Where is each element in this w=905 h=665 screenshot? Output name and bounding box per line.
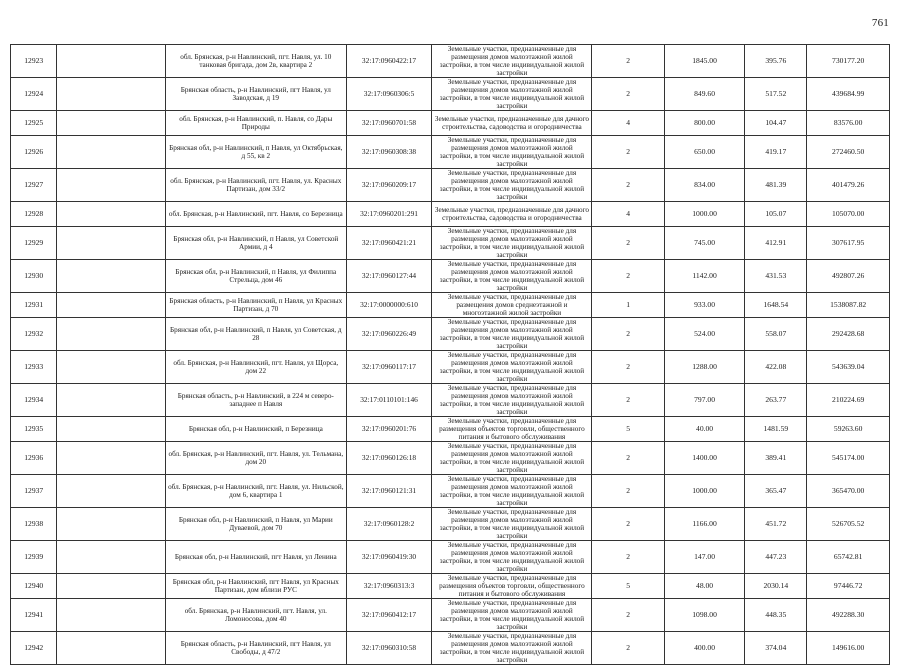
land-use-cell: Земельные участки, предназначенные для размещения домов среднеэтажной и многоэтажной жилой застройки (432, 293, 592, 318)
cadastral-number-cell: 32:17:0110101:146 (346, 384, 432, 417)
empty-cell (57, 78, 165, 111)
cadastral-value-cell: 401479.26 (807, 169, 890, 202)
cadastral-value-cell: 1538087.82 (807, 293, 890, 318)
land-use-cell: Земельные участки, предназначенные для размещения домов малоэтажной жилой застройки, в том числе индивидуальной жилой застройки (432, 169, 592, 202)
specific-value-cell: 395.76 (745, 45, 807, 78)
land-use-cell: Земельные участки, предназначенные для размещения домов малоэтажной жилой застройки, в том числе индивидуальной жилой застройки (432, 508, 592, 541)
category-code-cell: 2 (592, 318, 664, 351)
specific-value-cell: 263.77 (745, 384, 807, 417)
specific-value-cell: 447.23 (745, 541, 807, 574)
address-cell: обл. Брянская, р-н Навлинский, пгт. Навля, со Березница (165, 202, 346, 227)
category-code-cell: 2 (592, 136, 664, 169)
category-code-cell: 2 (592, 384, 664, 417)
area-cell: 1288.00 (664, 351, 745, 384)
land-use-cell: Земельные участки, предназначенные для размещения домов малоэтажной жилой застройки, в том числе индивидуальной жилой застройки (432, 136, 592, 169)
land-use-cell: Земельные участки, предназначенные для размещения домов малоэтажной жилой застройки, в том числе индивидуальной жилой застройки (432, 384, 592, 417)
category-code-cell: 2 (592, 508, 664, 541)
cadastral-value-cell: 97446.72 (807, 574, 890, 599)
category-code-cell: 2 (592, 45, 664, 78)
address-cell: обл. Брянская, р-н Навлинский, пгт. Навля, ул. Тельмана, дом 20 (165, 442, 346, 475)
category-code-cell: 2 (592, 541, 664, 574)
land-use-cell: Земельные участки, предназначенные для размещения домов малоэтажной жилой застройки, в том числе индивидуальной жилой застройки (432, 632, 592, 665)
cadastral-value-cell: 65742.81 (807, 541, 890, 574)
table-row (11, 384, 890, 417)
land-use-cell: Земельные участки, предназначенные для дачного строительства, садоводства и огородничества (432, 111, 592, 136)
cadastral-value-cell: 365470.00 (807, 475, 890, 508)
row-number: 12942 (11, 632, 57, 665)
land-use-cell: Земельные участки, предназначенные для размещения домов малоэтажной жилой застройки, в том числе индивидуальной жилой застройки (432, 599, 592, 632)
empty-cell (57, 475, 165, 508)
cadastral-value-cell: 210224.69 (807, 384, 890, 417)
category-code-cell: 2 (592, 260, 664, 293)
land-use-cell: Земельные участки, предназначенные для дачного строительства, садоводства и огородничества (432, 202, 592, 227)
page-number: 761 (871, 17, 889, 29)
category-code-cell: 4 (592, 202, 664, 227)
cadastral-number-cell: 32:17:0960209:17 (346, 169, 432, 202)
address-cell: Брянская обл, р-н Навлинский, п Навля, ул Октябрьская, д 55, кв 2 (165, 136, 346, 169)
cadastral-number-cell: 32:17:0000000:610 (346, 293, 432, 318)
area-cell: 400.00 (664, 632, 745, 665)
empty-cell (57, 136, 165, 169)
category-code-cell: 2 (592, 475, 664, 508)
table-row (11, 574, 890, 599)
specific-value-cell: 481.39 (745, 169, 807, 202)
specific-value-cell: 517.52 (745, 78, 807, 111)
land-use-cell: Земельные участки, предназначенные для размещения домов малоэтажной жилой застройки, в том числе индивидуальной жилой застройки (432, 318, 592, 351)
table-row (11, 293, 890, 318)
cadastral-value-cell: 149616.00 (807, 632, 890, 665)
row-number: 12938 (11, 508, 57, 541)
row-number: 12924 (11, 78, 57, 111)
cadastral-number-cell: 32:17:0960310:58 (346, 632, 432, 665)
area-cell: 834.00 (664, 169, 745, 202)
area-cell: 1000.00 (664, 475, 745, 508)
cadastral-value-cell: 526705.52 (807, 508, 890, 541)
specific-value-cell: 1648.54 (745, 293, 807, 318)
table-body (11, 45, 890, 665)
row-number: 12923 (11, 45, 57, 78)
category-code-cell: 2 (592, 169, 664, 202)
area-cell: 1000.00 (664, 202, 745, 227)
cadastral-number-cell: 32:17:0960306:5 (346, 78, 432, 111)
empty-cell (57, 351, 165, 384)
land-use-cell: Земельные участки, предназначенные для размещения объектов торговли, общественного питания и бытового обслуживания (432, 574, 592, 599)
address-cell: обл. Брянская, р-н Навлинский, пгт. Навля, ул. Ломоносова, дом 40 (165, 599, 346, 632)
specific-value-cell: 374.04 (745, 632, 807, 665)
address-cell: Брянская обл, р-н Навлинский, п Березница (165, 417, 346, 442)
category-code-cell: 5 (592, 574, 664, 599)
area-cell: 745.00 (664, 227, 745, 260)
cadastral-number-cell: 32:17:0960422:17 (346, 45, 432, 78)
row-number: 12926 (11, 136, 57, 169)
row-number: 12925 (11, 111, 57, 136)
row-number: 12929 (11, 227, 57, 260)
category-code-cell: 1 (592, 293, 664, 318)
empty-cell (57, 384, 165, 417)
category-code-cell: 2 (592, 351, 664, 384)
address-cell: Брянская область, р-н Навлинский, пгт Навля, ул Заводская, д 19 (165, 78, 346, 111)
category-code-cell: 5 (592, 417, 664, 442)
empty-cell (57, 574, 165, 599)
specific-value-cell: 448.35 (745, 599, 807, 632)
row-number: 12930 (11, 260, 57, 293)
category-code-cell: 2 (592, 227, 664, 260)
area-cell: 797.00 (664, 384, 745, 417)
area-cell: 1142.00 (664, 260, 745, 293)
land-use-cell: Земельные участки, предназначенные для размещения домов малоэтажной жилой застройки, в том числе индивидуальной жилой застройки (432, 260, 592, 293)
specific-value-cell: 365.47 (745, 475, 807, 508)
empty-cell (57, 45, 165, 78)
specific-value-cell: 2030.14 (745, 574, 807, 599)
row-number: 12940 (11, 574, 57, 599)
land-use-cell: Земельные участки, предназначенные для размещения домов малоэтажной жилой застройки, в том числе индивидуальной жилой застройки (432, 475, 592, 508)
area-cell: 1845.00 (664, 45, 745, 78)
cadastral-number-cell: 32:17:0960421:21 (346, 227, 432, 260)
area-cell: 650.00 (664, 136, 745, 169)
row-number: 12933 (11, 351, 57, 384)
cadastral-number-cell: 32:17:0960126:18 (346, 442, 432, 475)
area-cell: 524.00 (664, 318, 745, 351)
cadastral-value-cell: 59263.60 (807, 417, 890, 442)
cadastral-value-cell: 105070.00 (807, 202, 890, 227)
land-use-cell: Земельные участки, предназначенные для размещения домов малоэтажной жилой застройки, в том числе индивидуальной жилой застройки (432, 541, 592, 574)
cadastral-value-cell: 543639.04 (807, 351, 890, 384)
empty-cell (57, 260, 165, 293)
cadastral-number-cell: 32:17:0960201:76 (346, 417, 432, 442)
address-cell: Брянская область, р-н Навлинский, в 224 м северо-западнее п Навля (165, 384, 346, 417)
table-row (11, 475, 890, 508)
cadastral-number-cell: 32:17:0960419:30 (346, 541, 432, 574)
cadastral-number-cell: 32:17:0960201:291 (346, 202, 432, 227)
cadastral-number-cell: 32:17:0960121:31 (346, 475, 432, 508)
land-use-cell: Земельные участки, предназначенные для размещения домов малоэтажной жилой застройки, в том числе индивидуальной жилой застройки (432, 227, 592, 260)
empty-cell (57, 599, 165, 632)
specific-value-cell: 412.91 (745, 227, 807, 260)
address-cell: обл. Брянская, р-н Навлинский, п. Навля, со Дары Природы (165, 111, 346, 136)
address-cell: Брянская область, р-н Навлинский, пгт Навля, ул Свободы, д 47/2 (165, 632, 346, 665)
empty-cell (57, 293, 165, 318)
area-cell: 1166.00 (664, 508, 745, 541)
row-number: 12935 (11, 417, 57, 442)
row-number: 12928 (11, 202, 57, 227)
address-cell: обл. Брянская, р-н Навлинский, пгт. Навля, ул. Красных Партизан, дом 33/2 (165, 169, 346, 202)
land-use-cell: Земельные участки, предназначенные для размещения домов малоэтажной жилой застройки, в том числе индивидуальной жилой застройки (432, 351, 592, 384)
area-cell: 48.00 (664, 574, 745, 599)
address-cell: обл. Брянская, р-н Навлинский, пгт. Навля, ул. Нильской, дом 6, квартира 1 (165, 475, 346, 508)
row-number: 12931 (11, 293, 57, 318)
empty-cell (57, 111, 165, 136)
table-row (11, 111, 890, 136)
table-row (11, 351, 890, 384)
cadastral-number-cell: 32:17:0960127:44 (346, 260, 432, 293)
land-cadastral-value-table (10, 44, 890, 665)
table-row (11, 541, 890, 574)
table-row (11, 227, 890, 260)
area-cell: 933.00 (664, 293, 745, 318)
category-code-cell: 2 (592, 599, 664, 632)
table-row (11, 442, 890, 475)
cadastral-value-cell: 730177.20 (807, 45, 890, 78)
empty-cell (57, 508, 165, 541)
specific-value-cell: 104.47 (745, 111, 807, 136)
table-row (11, 78, 890, 111)
address-cell: обл. Брянская, р-н Навлинский, пгт. Навля, ул. 10 танковая бригада, дом 2в, квартира 2 (165, 45, 346, 78)
empty-cell (57, 442, 165, 475)
table-row (11, 45, 890, 78)
empty-cell (57, 632, 165, 665)
row-number: 12941 (11, 599, 57, 632)
table-row (11, 202, 890, 227)
address-cell: Брянская обл, р-н Навлинский, п Навля, ул Советской Армии, д 4 (165, 227, 346, 260)
table-row (11, 318, 890, 351)
specific-value-cell: 431.53 (745, 260, 807, 293)
cadastral-value-cell: 545174.00 (807, 442, 890, 475)
specific-value-cell: 1481.59 (745, 417, 807, 442)
specific-value-cell: 105.07 (745, 202, 807, 227)
specific-value-cell: 422.08 (745, 351, 807, 384)
cadastral-value-cell: 83576.00 (807, 111, 890, 136)
land-use-cell: Земельные участки, предназначенные для размещения домов малоэтажной жилой застройки, в том числе индивидуальной жилой застройки (432, 78, 592, 111)
table-row (11, 136, 890, 169)
area-cell: 1400.00 (664, 442, 745, 475)
cadastral-value-cell: 272460.50 (807, 136, 890, 169)
empty-cell (57, 417, 165, 442)
category-code-cell: 2 (592, 632, 664, 665)
table-row (11, 169, 890, 202)
table-row (11, 508, 890, 541)
row-number: 12932 (11, 318, 57, 351)
row-number: 12937 (11, 475, 57, 508)
land-use-cell: Земельные участки, предназначенные для размещения домов малоэтажной жилой застройки, в том числе индивидуальной жилой застройки (432, 45, 592, 78)
specific-value-cell: 558.07 (745, 318, 807, 351)
table-row (11, 599, 890, 632)
area-cell: 1098.00 (664, 599, 745, 632)
cadastral-value-cell: 439684.99 (807, 78, 890, 111)
area-cell: 849.60 (664, 78, 745, 111)
address-cell: обл. Брянская, р-н Навлинский, пгт. Навля, ул Щорса, дом 22 (165, 351, 346, 384)
address-cell: Брянская обл, р-н Навлинский, п Навля, ул Филиппа Стрельца, дом 46 (165, 260, 346, 293)
address-cell: Брянская обл, р-н Навлинский, пгт Навля, ул Красных Партизан, дом вблизи РУС (165, 574, 346, 599)
area-cell: 147.00 (664, 541, 745, 574)
empty-cell (57, 541, 165, 574)
row-number: 12939 (11, 541, 57, 574)
cadastral-value-cell: 492807.26 (807, 260, 890, 293)
cadastral-number-cell: 32:17:0960117:17 (346, 351, 432, 384)
cadastral-number-cell: 32:17:0960412:17 (346, 599, 432, 632)
specific-value-cell: 451.72 (745, 508, 807, 541)
area-cell: 800.00 (664, 111, 745, 136)
table-row (11, 417, 890, 442)
land-use-cell: Земельные участки, предназначенные для размещения домов малоэтажной жилой застройки, в том числе индивидуальной жилой застройки (432, 442, 592, 475)
table-row (11, 632, 890, 665)
empty-cell (57, 202, 165, 227)
table-row (11, 260, 890, 293)
row-number: 12936 (11, 442, 57, 475)
cadastral-value-cell: 307617.95 (807, 227, 890, 260)
area-cell: 40.00 (664, 417, 745, 442)
address-cell: Брянская обл, р-н Навлинский, пгт Навля, ул Ленина (165, 541, 346, 574)
empty-cell (57, 318, 165, 351)
cadastral-number-cell: 32:17:0960313:3 (346, 574, 432, 599)
land-use-cell: Земельные участки, предназначенные для размещения объектов торговли, общественного питания и бытового обслуживания (432, 417, 592, 442)
category-code-cell: 2 (592, 78, 664, 111)
cadastral-value-cell: 492288.30 (807, 599, 890, 632)
empty-cell (57, 169, 165, 202)
specific-value-cell: 389.41 (745, 442, 807, 475)
row-number: 12927 (11, 169, 57, 202)
category-code-cell: 4 (592, 111, 664, 136)
category-code-cell: 2 (592, 442, 664, 475)
cadastral-number-cell: 32:17:0960128:2 (346, 508, 432, 541)
cadastral-number-cell: 32:17:0960308:38 (346, 136, 432, 169)
cadastral-value-cell: 292428.68 (807, 318, 890, 351)
address-cell: Брянская обл, р-н Навлинский, п Навля, ул Советская, д 28 (165, 318, 346, 351)
cadastral-number-cell: 32:17:0960226:49 (346, 318, 432, 351)
empty-cell (57, 227, 165, 260)
specific-value-cell: 419.17 (745, 136, 807, 169)
row-number: 12934 (11, 384, 57, 417)
cadastral-number-cell: 32:17:0960701:58 (346, 111, 432, 136)
address-cell: Брянская область, р-н Навлинский, п Навля, ул Красных Партизан, д 70 (165, 293, 346, 318)
address-cell: Брянская обл, р-н Навлинский, п Навля, ул Марии Дуваевой, дом 70 (165, 508, 346, 541)
